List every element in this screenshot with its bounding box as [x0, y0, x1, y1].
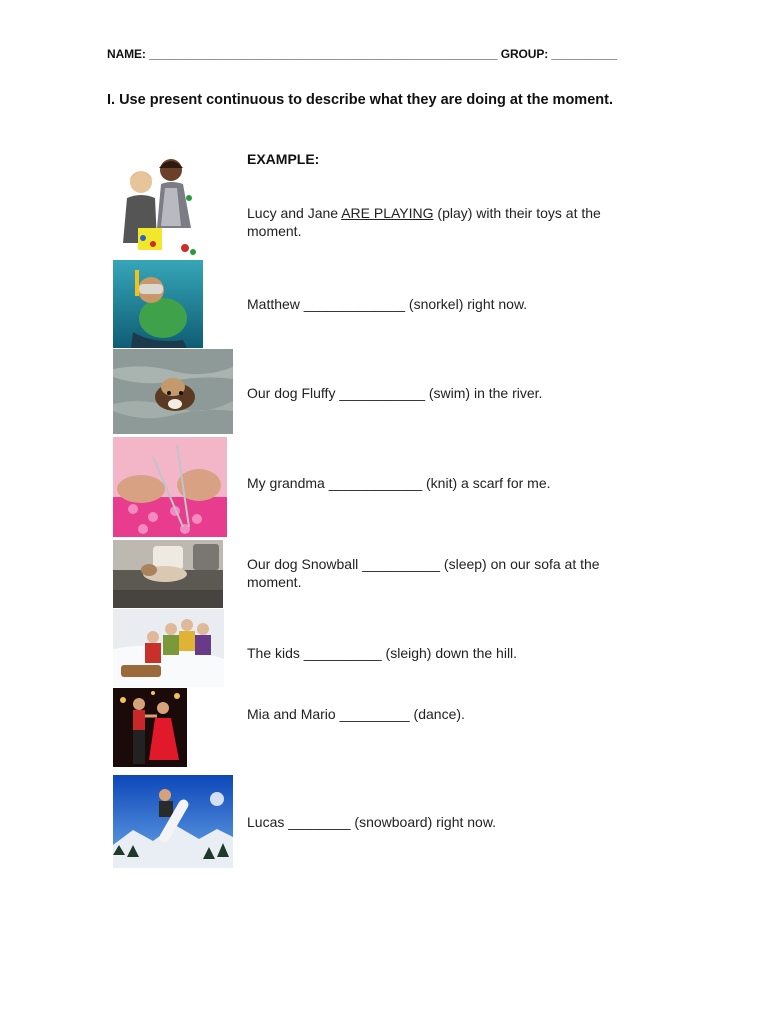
exercise-item-snorkel[interactable]: Matthew _____________ (snorkel) right now. [247, 296, 528, 312]
kids-sledding-photo [113, 609, 224, 687]
name-blank[interactable]: _____________________________________________________ [149, 47, 498, 61]
girls-playing-photo [113, 148, 203, 260]
dancing-couple-photo [113, 688, 187, 767]
group-label: GROUP: [500, 47, 549, 61]
exercise-item-dance[interactable]: Mia and Mario _________ (dance). [247, 706, 465, 722]
exercise-item-sleigh[interactable]: The kids __________ (sleigh) down the hill. [247, 645, 518, 661]
header-line [107, 47, 617, 61]
example-sentence [247, 204, 647, 240]
name-label: NAME: [107, 47, 146, 61]
exercise-title: I. Use present continuous to describe what they are doing at the moment. [107, 92, 613, 108]
example-sentence-start: Lucy and Jane [247, 205, 342, 221]
dog-swimming-photo [113, 349, 233, 434]
example-answer: ARE PLAYING [341, 205, 434, 221]
example-sentence-end: (play) with their toys at the moment. [247, 205, 601, 239]
exercise-item-swim[interactable]: Our dog Fluffy ___________ (swim) in the river. [247, 385, 543, 401]
exercise-item-snowboard[interactable]: Lucas ________ (snowboard) right now. [247, 814, 497, 830]
knitting-photo [113, 437, 227, 537]
snowboarding-photo [113, 775, 233, 868]
group-blank[interactable]: __________ [551, 47, 618, 61]
exercise-item-sleep[interactable]: Our dog Snowball __________ (sleep) on our sofa at the moment. [247, 556, 600, 590]
example-label: EXAMPLE: [247, 151, 320, 167]
exercise-item-knit[interactable]: My grandma ____________ (knit) a scarf for me. [247, 475, 551, 491]
dog-sleeping-photo [113, 540, 223, 608]
snorkeling-photo [113, 260, 203, 348]
